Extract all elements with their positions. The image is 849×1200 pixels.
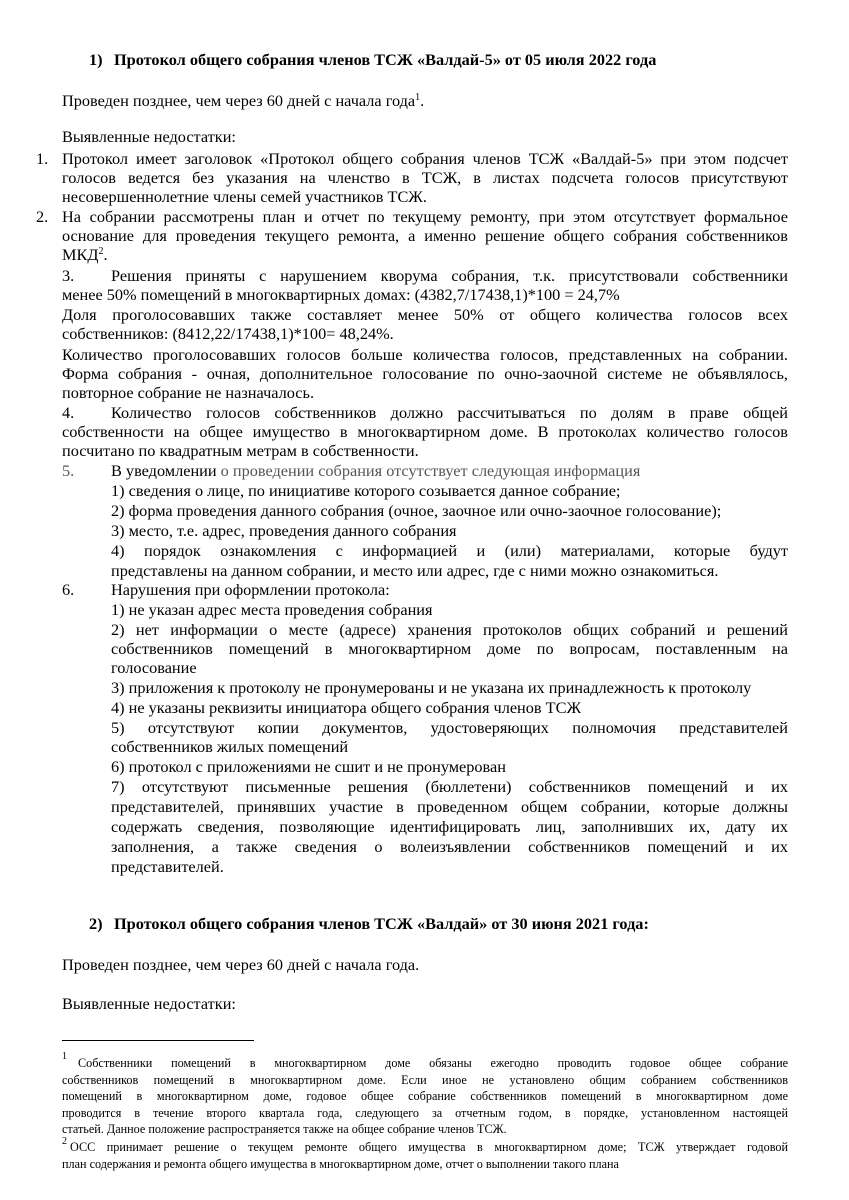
item3-line: менее 50% помещений в многоквартирных домах: (4382,7/17438,1)*100 = 24,7% <box>62 285 620 304</box>
footnote-1-mark: 1 <box>62 1051 67 1062</box>
item5-line: 2) форма проведения данного собрания (очное, заочное или очно-заочное голосование); <box>111 501 722 520</box>
item1-line: несовершеннолетние члены семей участников ТСЖ. <box>62 187 427 206</box>
item4-line: посчитано по квадратным метрам в собственности. <box>62 441 419 460</box>
item4-line: Количество голосов собственников должно рассчитываться по долям в праве общей <box>111 403 788 422</box>
item5-line: 3) место, т.е. адрес, проведения данного собрания <box>111 521 457 540</box>
item3-line: Количество проголосовавших голосов больше количества голосов, представленных на собрании. <box>62 345 788 364</box>
item5-line: 1) сведения о лице, по инициативе которого созывается данное собрание; <box>111 481 621 500</box>
section1-heading: Протокол общего собрания членов ТСЖ «Валдай-5» от 05 июля 2022 года <box>114 50 657 69</box>
item2-line: основание для проведения текущего ремонта, а именно решение общего собрания собственников <box>62 226 788 245</box>
item6-line: представителей. <box>111 857 224 876</box>
item6-line: собственников помещений в многоквартирном доме по вопросам, поставленным на <box>111 639 788 658</box>
item6-line: представителей, принявших участие в проведенном общем собрании, которые должны <box>111 797 788 816</box>
item6-number: 6. <box>62 580 75 599</box>
item5-number: 5. <box>62 461 75 480</box>
item6-line: 3) приложения к протоколу не пронумерованы и не указана их принадлежность к протоколу <box>111 678 752 697</box>
section1-deficiencies-label: Выявленные недостатки: <box>62 127 236 146</box>
item5-line: 4) порядок ознакомления с информацией и (или) материалами, которые будут <box>111 541 788 560</box>
footnote-1-line: проводится в течение второго квартала года, следующего за отчетным годом, в порядке, установленном настоящей <box>62 1106 788 1120</box>
footnote-separator <box>62 1040 254 1041</box>
item4-number: 4. <box>62 403 75 422</box>
section2-heading: Протокол общего собрания членов ТСЖ «Валдай» от 30 июня 2021 года: <box>114 914 649 933</box>
item2-line: МКД$^2$. <box>62 245 108 264</box>
item6-line: содержать сведения, позволяющие идентифицировать лиц, заполнивших их, дату их <box>111 817 788 836</box>
item6-line: собственников жилых помещений <box>111 737 349 756</box>
footnote-2-line: ОСС принимает решение о текущем ремонте общего имущества в многоквартирном доме; ТСЖ утверждает годовой <box>70 1140 788 1154</box>
item2-line: На собрании рассмотрены план и отчет по текущему ремонту, при этом отсутствует формальное <box>62 207 788 226</box>
item1-line: Протокол имеет заголовок «Протокол общего собрания членов ТСЖ «Валдай-5» при этом подсчет <box>62 149 788 168</box>
item3-line: Решения приняты с нарушением кворума собрания, т.к. присутствовали собственники <box>111 266 788 285</box>
footnote-1-line: помещений в многоквартирном доме, годовое общее собрание собственников помещений в многоквартирном доме <box>62 1089 788 1103</box>
item3-line: Форма собрания - очная, дополнительное голосование по очно-заочной системе не объявлялось, <box>62 364 788 383</box>
item3-line: повторное собрание не назначалось. <box>62 383 315 402</box>
section1-held-note: Проведен позднее, чем через 60 дней с начала года$^1$. <box>62 91 425 110</box>
item6-line: 2) нет информации о месте (адресе) хранения протоколов общих собраний и решений <box>111 620 788 639</box>
section2-held-note: Проведен позднее, чем через 60 дней с начала года. <box>62 955 420 974</box>
item1-line: голосов ведется без указания на членство в ТСЖ, в листах подсчета голосов присутствуют <box>62 168 788 187</box>
item3-line: Доля проголосовавших также составляет менее 50% от общего количества голосов всех <box>62 305 788 324</box>
item6-line: голосование <box>111 658 197 677</box>
item6-lead: Нарушения при оформлении протокола: <box>111 580 390 599</box>
item6-line: 4) не указаны реквизиты инициатора общего собрания членов ТСЖ <box>111 698 582 717</box>
section2-heading-number: 2) <box>89 914 103 933</box>
footnote-1-line: собственников помещений в многоквартирном доме. Если иное не установлено общим собранием собственников <box>62 1073 788 1087</box>
item5-lead: В уведомлении о проведении собрания отсутствует следующая информация <box>111 461 641 480</box>
item2-number: 2. <box>36 207 49 226</box>
item6-line: заполнения, а также сведения о волеизъявлении собственников помещений и их <box>111 837 788 856</box>
item1-number: 1. <box>36 149 49 168</box>
item6-line: 7) отсутствуют письменные решения (бюллетени) собственников помещений и их <box>111 777 788 796</box>
footnote-2-mark: 2 <box>62 1136 67 1147</box>
item4-line: собственности на общее имущество в многоквартирном доме. В протоколах количество голосов <box>62 422 788 441</box>
item3-line: собственников: (8412,22/17438,1)*100= 48,24%. <box>62 324 394 343</box>
item6-line: 5) отсутствуют копии документов, удостоверяющих полномочия представителей <box>111 718 788 737</box>
item6-line: 6) протокол с приложениями не сшит и не пронумерован <box>111 757 506 776</box>
item5-line: представлены на данном собрании, и место или адрес, где с ними можно ознакомиться. <box>111 561 719 580</box>
section2-deficiencies-label: Выявленные недостатки: <box>62 994 236 1013</box>
footnote-ref-2: 2 <box>98 246 104 257</box>
footnote-2-line: план содержания и ремонта общего имущества в многоквартирном доме, отчет о выполнении такого плана <box>62 1157 619 1171</box>
item6-line: 1) не указан адрес места проведения собрания <box>111 600 433 619</box>
footnote-1-line: Собственники помещений в многоквартирном доме обязаны ежегодно проводить годовое общее собрание <box>78 1056 788 1070</box>
section1-heading-number: 1) <box>89 50 103 69</box>
item3-number: 3. <box>62 266 75 285</box>
footnote-ref-1: 1 <box>415 92 421 103</box>
footnote-1-line: статьей. Данное положение распространяется также на общее собрание членов ТСЖ. <box>62 1122 507 1136</box>
